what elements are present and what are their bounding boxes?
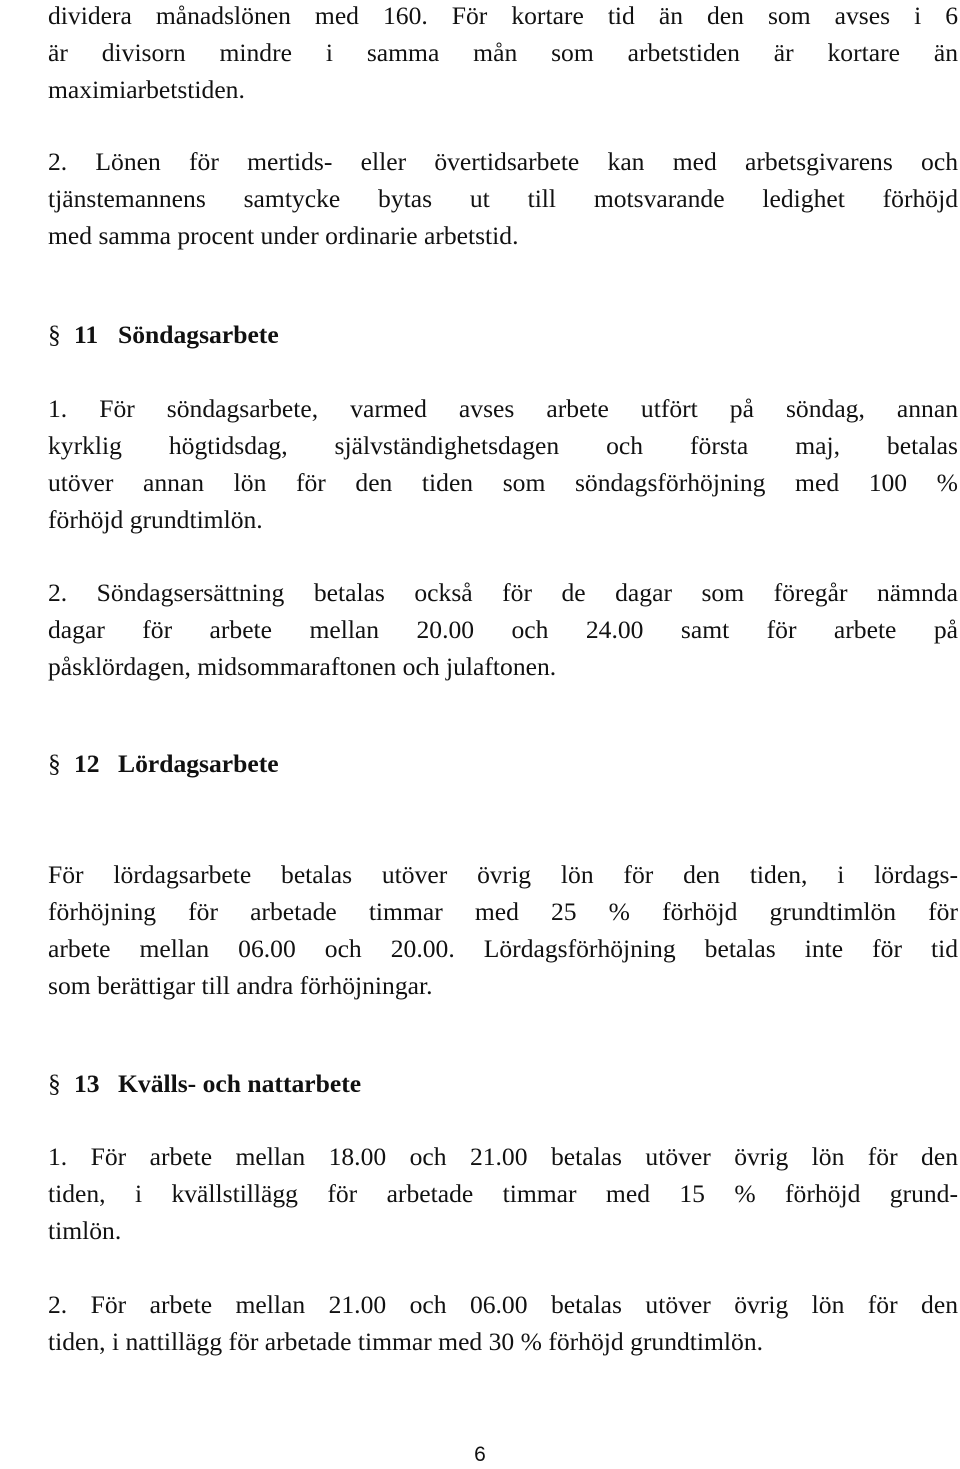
text-line: påsklördagen, midsommaraftonen och julaftonen.	[48, 652, 557, 681]
text-line: arbete mellan 06.00 och 20.00. Lördagsförhöjning betalas inte för tid	[48, 934, 958, 963]
text-line: kyrklig högtidsdag, självständighetsdagen och första maj, betalas	[48, 431, 958, 460]
text-line: dividera månadslönen med 160. För kortare tid än den som avses i 6	[48, 1, 958, 30]
paragraph-evening-work	[48, 1138, 958, 1249]
text-line: tjänstemannens samtycke bytas ut till motsvarande ledighet förhöjd	[48, 184, 958, 213]
text-line: förhöjd grundtimlön.	[48, 505, 263, 534]
paragraph-sunday-work-1	[48, 390, 958, 538]
section-symbol: §	[48, 749, 61, 778]
paragraph-sunday-work-2	[48, 574, 958, 685]
text-line: tiden, i nattillägg för arbetade timmar med 30 % förhöjd grundtimlön.	[48, 1327, 764, 1356]
text-line: timlön.	[48, 1216, 122, 1245]
text-line: är divisorn mindre i samma mån som arbetstiden är kortare än	[48, 38, 958, 67]
section-heading-11	[48, 316, 279, 353]
text-line: tiden, i kvällstillägg för arbetade timmar med 15 % förhöjd grund-	[48, 1179, 958, 1208]
text-line: som berättigar till andra förhöjningar.	[48, 971, 433, 1000]
section-title: Lördagsarbete	[118, 749, 279, 778]
section-number: 11	[74, 320, 99, 349]
paragraph-compensatory-leave	[48, 143, 958, 254]
text-line: förhöjning för arbetade timmar med 25 % förhöjd grundtimlön för	[48, 897, 958, 926]
section-number: 12	[74, 749, 100, 778]
section-title: Kvälls- och nattarbete	[118, 1069, 362, 1098]
page-number: 6	[474, 1443, 486, 1466]
paragraph-night-work	[48, 1286, 958, 1360]
text-line: med samma procent under ordinarie arbetstid.	[48, 221, 519, 250]
text-line: 2. Söndagsersättning betalas också för de dagar som föregår nämnda	[48, 578, 958, 607]
text-line: 2. Lönen för mertids- eller övertidsarbete kan med arbetsgivarens och	[48, 147, 958, 176]
text-line: 2. För arbete mellan 21.00 och 06.00 betalas utöver övrig lön för den	[48, 1290, 958, 1319]
section-heading-12	[48, 745, 279, 782]
text-line: maximiarbetstiden.	[48, 75, 245, 104]
text-line: 1. För arbete mellan 18.00 och 21.00 betalas utöver övrig lön för den	[48, 1142, 958, 1171]
section-number: 13	[74, 1069, 100, 1098]
text-line: utöver annan lön för den tiden som söndagsförhöjning med 100 %	[48, 468, 958, 497]
text-line: dagar för arbete mellan 20.00 och 24.00 samt för arbete på	[48, 615, 958, 644]
paragraph-saturday-work	[48, 856, 958, 1004]
text-line: 1. För söndagsarbete, varmed avses arbete utfört på söndag, annan	[48, 394, 958, 423]
section-symbol: §	[48, 320, 61, 349]
paragraph-divisor	[48, 0, 958, 108]
section-symbol: §	[48, 1069, 61, 1098]
section-title: Söndagsarbete	[118, 320, 279, 349]
text-line: För lördagsarbete betalas utöver övrig lön för den tiden, i lördags-	[48, 860, 958, 889]
section-heading-13	[48, 1065, 362, 1102]
